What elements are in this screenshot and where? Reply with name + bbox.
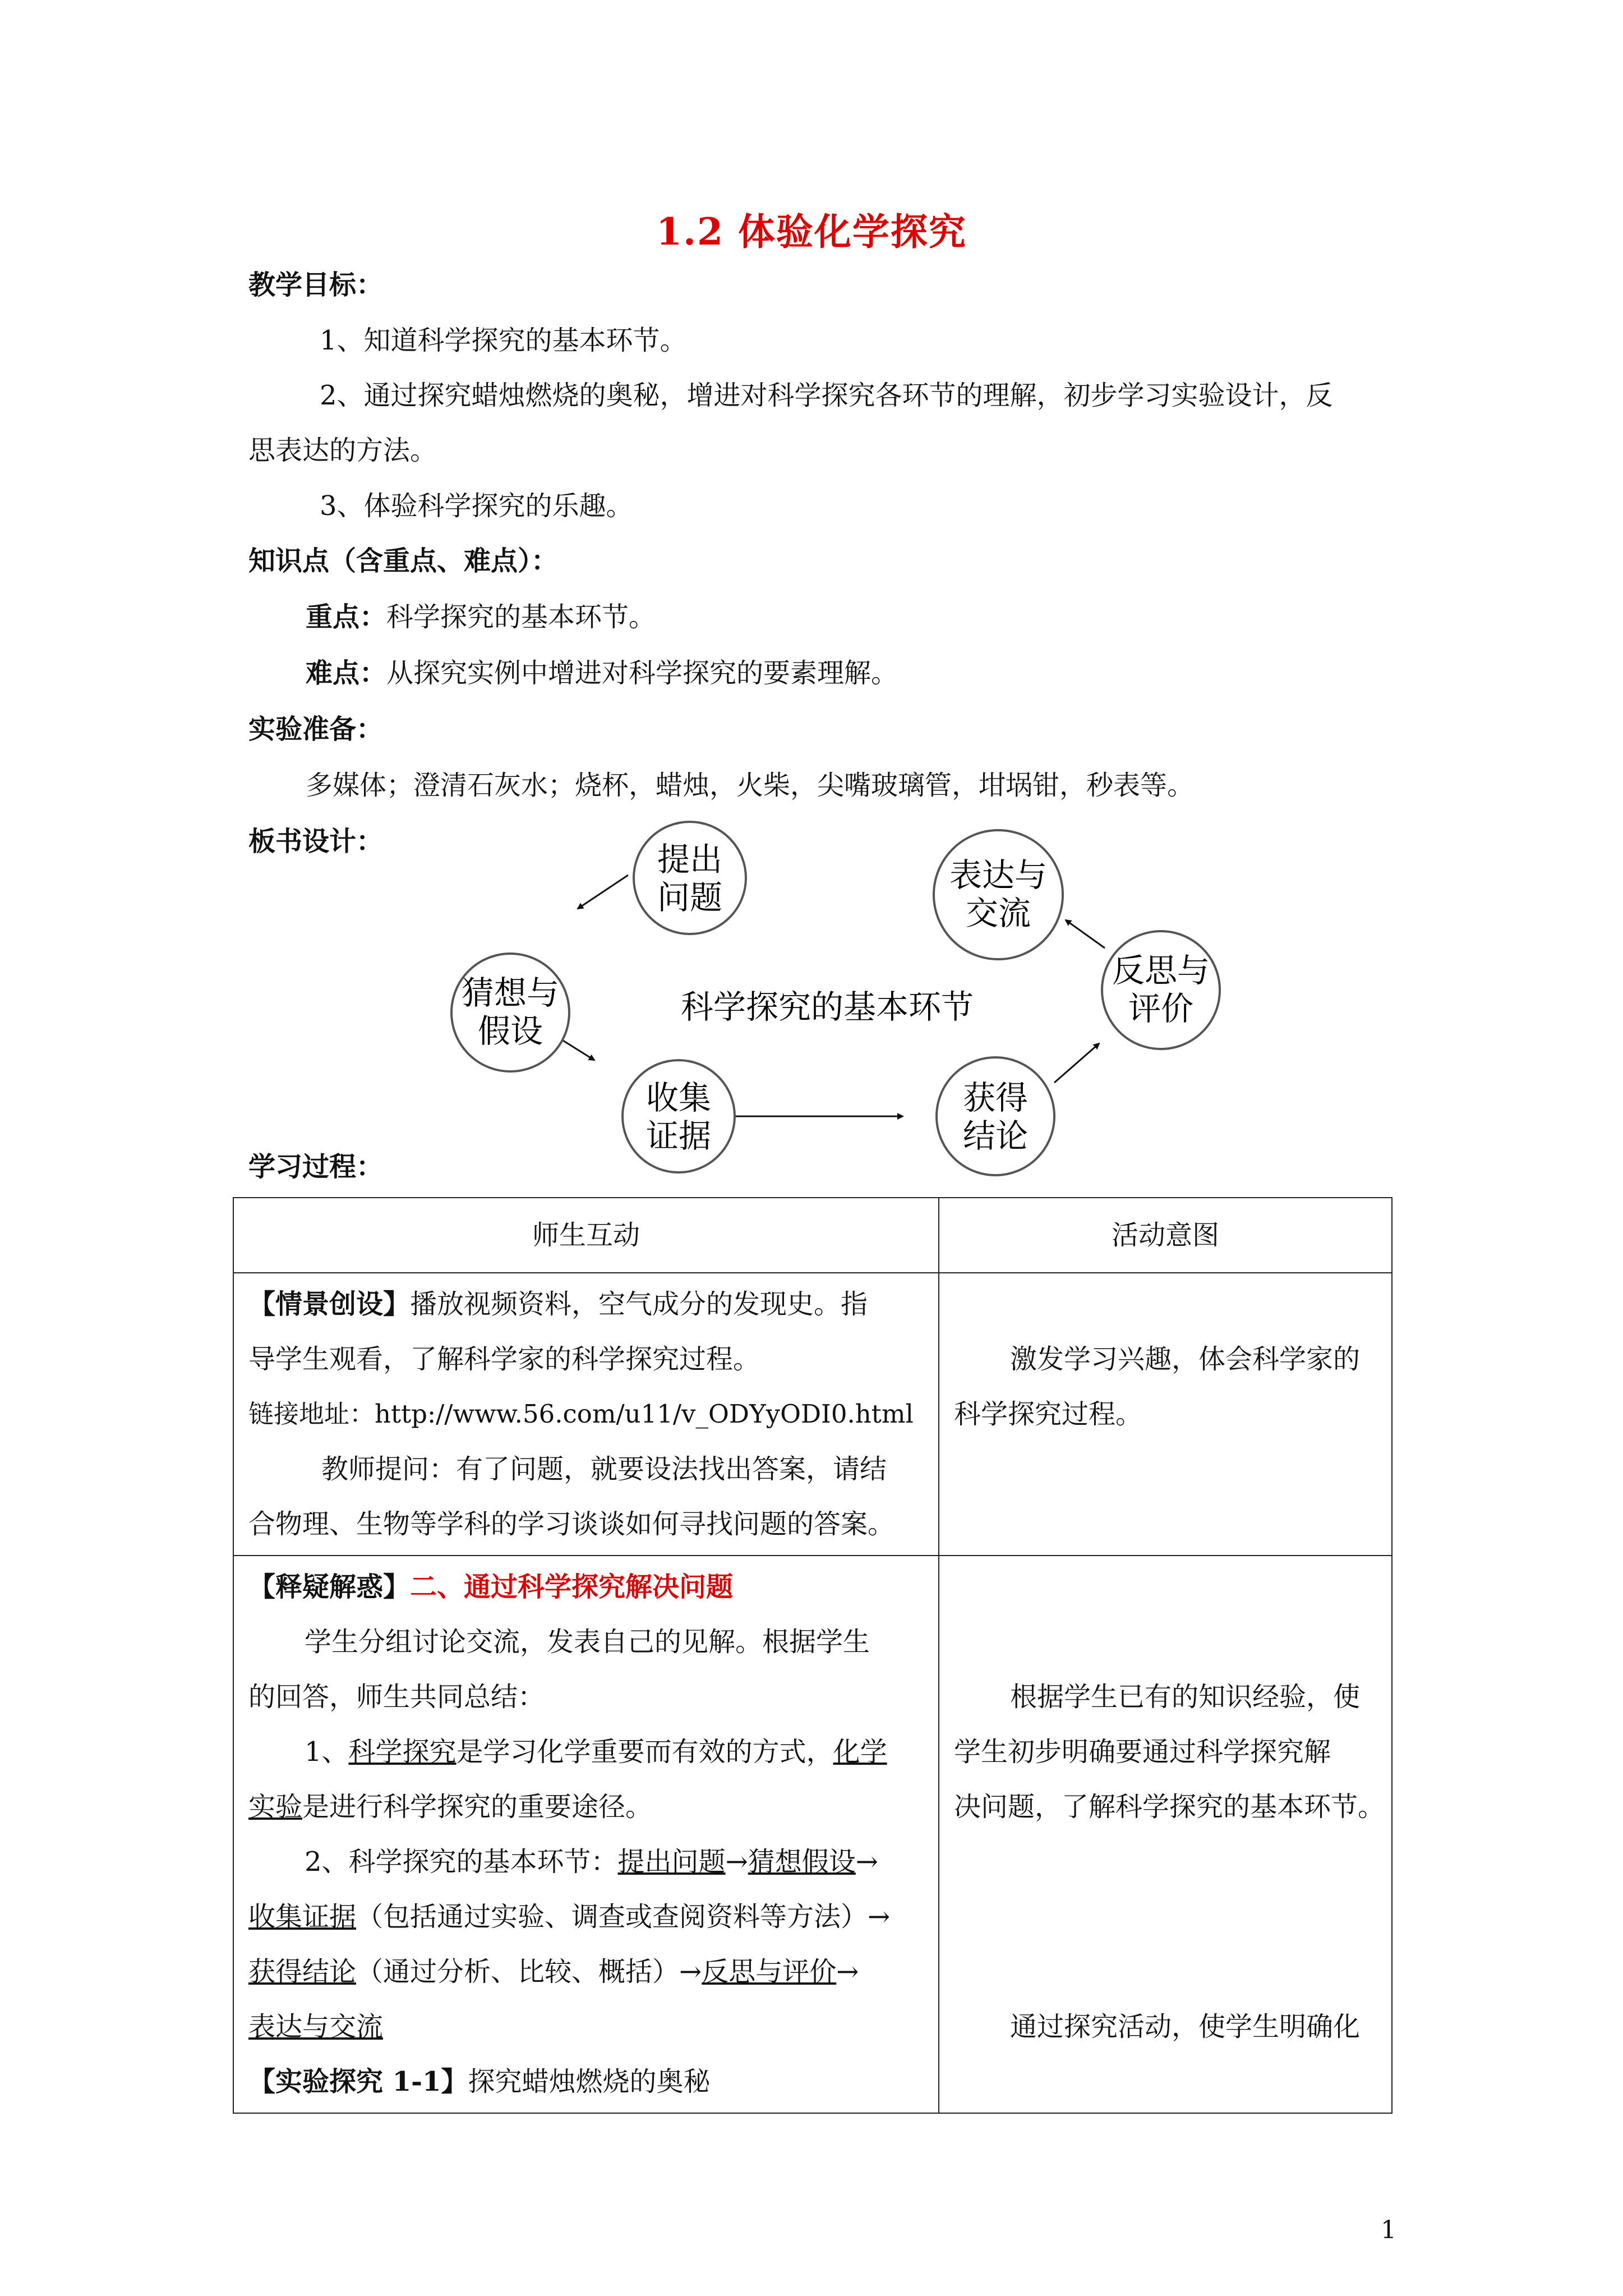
objective-1: 1、知道科学探究的基本环节。 bbox=[320, 325, 687, 356]
svg-text:结论: 结论 bbox=[962, 1117, 1029, 1155]
row1-text4: 合物理、生物等学科的学习谈谈如何寻找问题的答案。 bbox=[248, 1508, 895, 1540]
arrow-conclusion-to-reflection bbox=[1054, 1043, 1099, 1083]
row2-intent bbox=[939, 1556, 1392, 2113]
row1-tag: 【情景创设】 bbox=[248, 1289, 411, 1320]
node-evidence bbox=[623, 1060, 735, 1172]
page-title: 1.2 体验化学探究 bbox=[656, 210, 967, 254]
process-heading: 学习过程： bbox=[248, 1151, 384, 1182]
row2-intent2: 学生初步明确要通过科学探究解 bbox=[954, 1736, 1331, 1768]
node-communication bbox=[934, 830, 1063, 959]
key-point-label: 重点： bbox=[306, 601, 387, 633]
row3-text: 探究蜡烛燃烧的奥秘 bbox=[468, 2066, 711, 2097]
node-conclusion bbox=[937, 1057, 1054, 1175]
header-interaction: 师生互动 bbox=[233, 1198, 939, 1273]
row2-intent1: 根据学生已有的知识经验，使 bbox=[1010, 1681, 1361, 1713]
page-number: 1 bbox=[1381, 2216, 1396, 2244]
knowledge-heading: 知识点（含重点、难点）： bbox=[248, 545, 559, 577]
node-question bbox=[634, 822, 746, 934]
row1-interaction bbox=[233, 1273, 939, 1556]
process-table bbox=[233, 1197, 1393, 2114]
svg-text:表达与: 表达与 bbox=[949, 856, 1048, 894]
prep-heading: 实验准备： bbox=[248, 714, 384, 745]
svg-text:问题: 问题 bbox=[657, 878, 723, 917]
svg-text:收集: 收集 bbox=[645, 1079, 712, 1117]
objective-3: 3、体验科学探究的乐趣。 bbox=[320, 490, 633, 522]
row2-t2: 的回答，师生共同总结： bbox=[248, 1681, 545, 1713]
row1-text2: 导学生观看，了解科学家的科学探究过程。 bbox=[248, 1343, 760, 1375]
key-point-text: 科学探究的基本环节。 bbox=[386, 601, 656, 633]
row2-interaction: 【释疑解惑】二、通过科学探究解决问题 学生分组讨论交流，发表自己的见解。根据学生 的回答，师生共同总结： 1、科学探究是学习化学重要而有效的方式，化学 实验是进行科学探究的重要途径。 2、科学探究的基本环节：提出问题→猜想假设→ 收集证据（包括通过实验、调查或查阅资料等方法）→ 获得结论（通过分析、比较、概括）→反思与评价→ 表达与交流 【实验探究 1-1】探究蜡烛燃烧的奥秘 bbox=[233, 1556, 939, 2113]
prep-text: 多媒体；澄清石灰水；烧杯，蜡烛，火柴，尖嘴玻璃管，坩埚钳，秒表等。 bbox=[306, 770, 1195, 801]
svg-text:证据: 证据 bbox=[645, 1117, 712, 1155]
row2-red-title: 二、通过科学探究解决问题 bbox=[410, 1571, 734, 1603]
difficult-point-text: 从探究实例中增进对科学探究的要素理解。 bbox=[386, 657, 898, 689]
row3-tag: 【实验探究 1-1】 bbox=[248, 2066, 468, 2097]
row2-t1: 学生分组讨论交流，发表自己的见解。根据学生 bbox=[305, 1626, 870, 1658]
table-row bbox=[233, 1273, 1392, 1556]
row2-tag: 【释疑解惑】 bbox=[248, 1571, 411, 1603]
diagram-center-label: 科学探究的基本环节 bbox=[680, 988, 974, 1026]
svg-text:评价: 评价 bbox=[1128, 990, 1194, 1028]
inquiry-cycle-diagram bbox=[437, 819, 1245, 1189]
arrow-reflection-to-communication bbox=[1066, 920, 1105, 948]
objective-2-cont: 思表达的方法。 bbox=[248, 435, 437, 466]
row3-intent: 通过探究活动，使学生明确化 bbox=[1010, 2011, 1361, 2042]
row1-intent1: 激发学习兴趣，体会科学家的 bbox=[1010, 1343, 1361, 1375]
svg-text:提出: 提出 bbox=[657, 840, 723, 878]
header-intent: 活动意图 bbox=[939, 1198, 1392, 1273]
svg-text:猜想与: 猜想与 bbox=[461, 974, 560, 1012]
table-header-row bbox=[233, 1198, 1392, 1273]
table-row bbox=[233, 1556, 1392, 2113]
row1-intent bbox=[939, 1273, 1392, 1556]
svg-text:反思与: 反思与 bbox=[1112, 951, 1210, 990]
row1-text1: 播放视频资料，空气成分的发现史。指 bbox=[410, 1289, 868, 1320]
arrow-question-to-hypothesis bbox=[578, 875, 628, 909]
row1-intent2: 科学探究过程。 bbox=[954, 1398, 1143, 1430]
node-hypothesis bbox=[451, 954, 569, 1071]
svg-text:获得: 获得 bbox=[962, 1079, 1029, 1117]
difficult-point-label: 难点： bbox=[306, 657, 387, 689]
node-reflection bbox=[1102, 931, 1220, 1049]
objectives-heading: 教学目标： bbox=[248, 269, 384, 301]
row1-link: 链接地址：http://www.56.com/u11/v_ODYyODI0.html bbox=[248, 1399, 914, 1429]
svg-text:假设: 假设 bbox=[477, 1012, 543, 1050]
key-point bbox=[306, 600, 656, 634]
svg-text:交流: 交流 bbox=[965, 894, 1031, 932]
difficult-point bbox=[306, 656, 898, 690]
row1-text3: 教师提问：有了问题，就要设法找出答案，请结 bbox=[321, 1453, 887, 1485]
board-heading: 板书设计： bbox=[248, 826, 384, 857]
row2-intent3: 决问题，了解科学探究的基本环节。 bbox=[954, 1791, 1385, 1823]
objective-2: 2、通过探究蜡烛燃烧的奥秘，增进对科学探究各环节的理解，初步学习实验设计，反 bbox=[320, 380, 1333, 411]
